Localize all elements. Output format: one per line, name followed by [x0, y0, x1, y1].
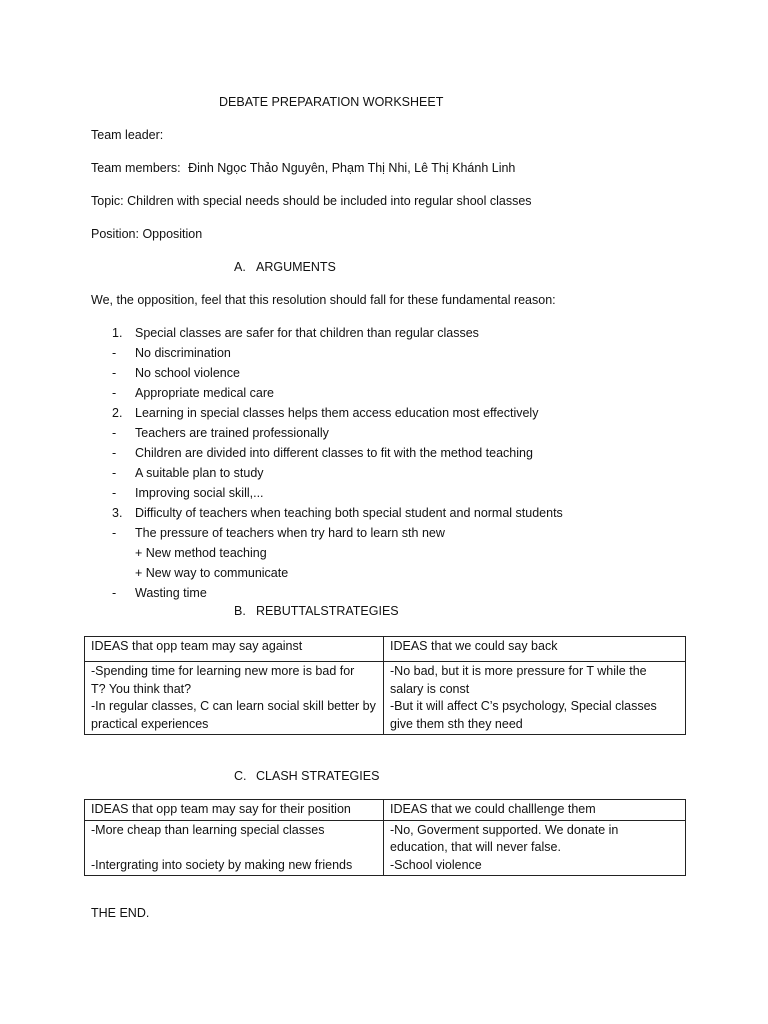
list-item-text: + New way to communicate: [135, 566, 289, 580]
list-marker: -: [112, 346, 117, 360]
list-marker: -: [112, 446, 117, 460]
list-item-text: Teachers are trained professionally: [135, 426, 329, 440]
cell-line: [91, 839, 377, 857]
table-header-row: [85, 800, 686, 821]
page-title: DEBATE PREPARATION WORKSHEET: [219, 95, 444, 109]
cell-line: -Spending time for learning new more is bad for: [91, 664, 355, 678]
list-item: [112, 385, 274, 401]
list-item: [112, 365, 240, 381]
clash-table: [84, 799, 686, 876]
list-marker: 3.: [112, 506, 123, 520]
clash-heading-text: CLASH STRATEGIES: [256, 769, 380, 783]
list-item-text: Wasting time: [135, 586, 207, 600]
list-item: [112, 465, 264, 481]
list-item-text: A suitable plan to study: [135, 466, 264, 480]
clash-col2-cell: [384, 820, 686, 876]
arguments-intro: We, the opposition, feel that this resolution should fall for these fundamental reason:: [91, 293, 556, 307]
cell-line: -More cheap than learning special classes: [91, 822, 325, 837]
list-item-text: No school violence: [135, 366, 240, 380]
team-members-row: [91, 160, 515, 176]
cell-line: T? You think that?: [91, 681, 192, 696]
cell-line: -But it will affect C’s psychology, Special classes: [390, 699, 657, 713]
clash-heading: [234, 768, 379, 784]
list-marker: 1.: [112, 326, 123, 340]
table-row: [85, 662, 686, 735]
list-marker: -: [112, 486, 117, 500]
list-item-text: Difficulty of teachers when teaching both special student and normal students: [135, 506, 563, 520]
list-item: [112, 585, 207, 601]
rebuttal-col1-cell: [85, 662, 384, 735]
list-item-text: The pressure of teachers when try hard to learn sth new: [135, 526, 445, 540]
list-item: [112, 525, 445, 541]
list-marker: -: [112, 526, 117, 540]
list-marker: -: [112, 426, 117, 440]
list-item: [112, 445, 533, 461]
list-item-text: Improving social skill,...: [135, 486, 264, 500]
position-label: Position:: [91, 227, 139, 241]
cell-line: -School violence: [390, 857, 482, 872]
arguments-heading: [234, 259, 336, 275]
list-item-text: Learning in special classes helps them access education most effectively: [135, 406, 539, 420]
list-item-text: No discrimination: [135, 346, 231, 360]
arguments-heading-text: ARGUMENTS: [256, 260, 336, 274]
list-item: [112, 485, 264, 501]
position-value: Opposition: [142, 227, 203, 241]
end-text: THE END.: [91, 906, 150, 920]
rebuttal-heading: [234, 603, 399, 619]
list-marker: -: [112, 586, 117, 600]
cell-line: practical experiences: [91, 716, 209, 731]
list-item-text: Appropriate medical care: [135, 386, 274, 400]
list-marker: -: [112, 366, 117, 380]
list-item-text: Special classes are safer for that children than regular classes: [135, 326, 479, 340]
rebuttal-heading-text: REBUTTALSTRATEGIES: [256, 604, 399, 618]
team-leader-label: Team leader:: [91, 128, 164, 142]
rebuttal-col2-cell: [384, 662, 686, 735]
topic-row: [91, 193, 532, 209]
clash-col1-header: IDEAS that opp team may say for their position: [85, 800, 384, 821]
list-item: [112, 505, 563, 521]
rebuttal-heading-letter: B.: [234, 604, 246, 618]
list-marker: -: [112, 386, 117, 400]
cell-line: education, that will never false.: [390, 840, 561, 854]
clash-col1-cell: [85, 820, 384, 876]
cell-line: give them sth they need: [390, 716, 523, 731]
table-header-row: [85, 637, 686, 662]
table-row: [85, 820, 686, 876]
team-members-label: Team members:: [91, 161, 181, 175]
list-item-text: Children are divided into different classes to fit with the method teaching: [135, 446, 533, 460]
list-marker: 2.: [112, 406, 123, 420]
cell-line: salary is const: [390, 681, 470, 696]
list-item: [112, 425, 329, 441]
arguments-heading-letter: A.: [234, 260, 246, 274]
list-item-text: + New method teaching: [135, 546, 267, 560]
list-item: [135, 545, 267, 561]
list-item: [112, 325, 479, 341]
cell-line: -No, Goverment supported. We donate in: [390, 822, 619, 837]
clash-col2-header: IDEAS that we could challlenge them: [384, 800, 686, 821]
topic-value: Children with special needs should be included into regular shool classes: [127, 194, 532, 208]
cell-line: -No bad, but it is more pressure for T while the: [390, 664, 647, 678]
rebuttal-col2-header: IDEAS that we could say back: [384, 637, 686, 662]
list-item: [112, 345, 231, 361]
clash-heading-letter: C.: [234, 769, 247, 783]
list-item: [135, 565, 288, 581]
position-row: [91, 226, 202, 242]
list-item: [112, 405, 538, 421]
cell-line: -Intergrating into society by making new friends: [91, 857, 353, 872]
list-marker: -: [112, 466, 117, 480]
team-members-value: Đinh Ngọc Thảo Nguyên, Phạm Thị Nhi, Lê Thị Khánh Linh: [188, 161, 516, 175]
rebuttal-col1-header: IDEAS that opp team may say against: [85, 637, 384, 662]
team-leader-row: [91, 127, 163, 143]
cell-line: -In regular classes, C can learn social skill better by: [91, 699, 376, 713]
rebuttal-table: [84, 636, 686, 735]
topic-label: Topic:: [91, 194, 124, 208]
